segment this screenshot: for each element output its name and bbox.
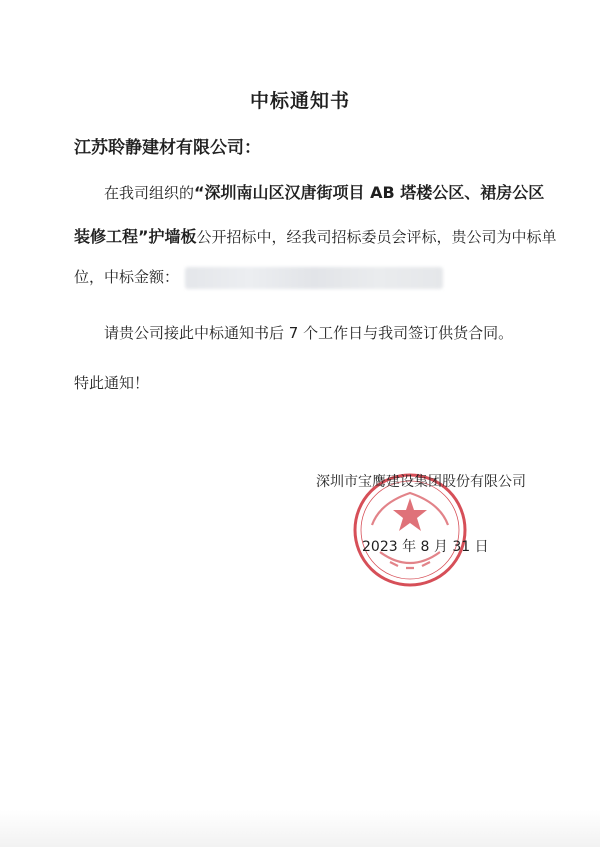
document-title: 中标通知书 xyxy=(249,90,350,112)
body-line-1 xyxy=(74,178,544,208)
signing-company: 深圳市宝鹰建设集团股份有限公司 xyxy=(316,474,526,490)
redacted-amount xyxy=(185,267,443,289)
closing-text: 特此通知！ xyxy=(74,374,150,392)
award-amount-label: 位，中标金额： xyxy=(74,268,180,286)
body-line-2 xyxy=(74,222,557,252)
signing-date: 2023 年 8 月 31 日 xyxy=(362,539,489,555)
project-name-part-2: 装修工程”护墙板 xyxy=(74,227,197,246)
page-bottom-shadow xyxy=(0,810,600,847)
body-paragraph-2: 请贵公司接此中标通知书后 7 个工作日与我司签订供货合同。 xyxy=(104,324,514,342)
body-paragraph-1 xyxy=(74,178,557,292)
body-line-1-prefix: 在我司组织的 xyxy=(104,184,195,202)
body-line-2-rest: 公开招标中，经我司招标委员会评标，贵公司为中标单 xyxy=(196,228,557,246)
project-name-part-1: “深圳南山区汉唐街项目 AB 塔楼公区、裙房公区 xyxy=(194,183,545,202)
addressee: 江苏聆静建材有限公司： xyxy=(74,138,261,158)
body-line-3 xyxy=(74,262,544,292)
